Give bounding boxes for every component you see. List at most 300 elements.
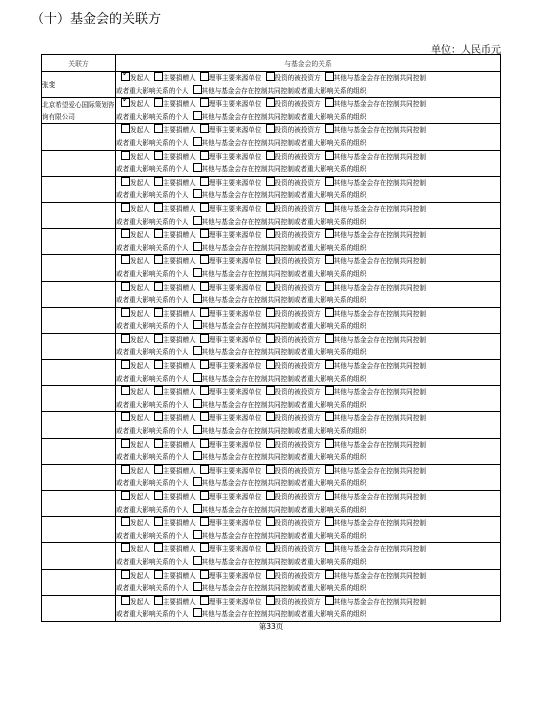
relationship-option-label: 投资的被投资方: [274, 440, 321, 449]
checkbox-icon[interactable]: [266, 98, 275, 107]
relationship-option[interactable]: [262, 465, 321, 478]
relationship-option-label: 其他与基金会存在控制共同控制: [333, 440, 426, 449]
relationship-option-label: 投资的被投资方: [274, 100, 321, 109]
relationship-option-label: 理事主要来源单位: [208, 362, 262, 371]
checkbox-icon[interactable]: [200, 491, 209, 500]
checkbox-icon[interactable]: [200, 517, 209, 526]
relationship-option[interactable]: [196, 570, 262, 583]
relationship-option[interactable]: [117, 334, 150, 347]
relationship-option[interactable]: [196, 334, 262, 347]
checkbox-icon[interactable]: [266, 255, 275, 264]
checkbox-icon[interactable]: [325, 72, 334, 81]
relationship-option[interactable]: [321, 334, 426, 347]
relationship-option[interactable]: [196, 543, 262, 556]
relationship-option[interactable]: [189, 451, 367, 464]
relationship-option[interactable]: [150, 282, 196, 295]
relationship-option-label: 主要捐赠人: [162, 74, 196, 82]
relationship-option[interactable]: [150, 72, 196, 85]
relationship-option[interactable]: [262, 439, 321, 452]
checkbox-icon[interactable]: [200, 570, 209, 579]
checkbox-icon[interactable]: [200, 334, 209, 343]
checkbox-icon[interactable]: [154, 439, 163, 448]
relationship-option[interactable]: [189, 346, 367, 359]
checkbox-icon[interactable]: [121, 255, 130, 264]
relationship-option[interactable]: [189, 399, 367, 412]
relationship-option[interactable]: [196, 465, 262, 478]
relationship-option[interactable]: [150, 491, 196, 504]
relationship-option[interactable]: [189, 556, 367, 569]
relationship-option[interactable]: [150, 151, 196, 164]
checkbox-icon[interactable]: [200, 98, 209, 107]
checkbox-icon[interactable]: [154, 360, 163, 369]
relationship-option[interactable]: [321, 543, 426, 556]
checkbox-icon[interactable]: [193, 530, 202, 539]
checkbox-icon[interactable]: [200, 255, 209, 264]
checkbox-icon[interactable]: [193, 242, 202, 251]
checkbox-icon[interactable]: [266, 282, 275, 291]
checkbox-icon[interactable]: [193, 399, 202, 408]
relationship-option-continued: 或者重大影响关系的个人: [116, 348, 189, 357]
relationship-option[interactable]: [262, 282, 321, 295]
relationship-option[interactable]: [262, 124, 321, 137]
relationship-option[interactable]: [262, 334, 321, 347]
relationship-option-label: 主要捐赠人: [162, 283, 196, 292]
table-row: [42, 307, 501, 333]
relationship-option-label: 发起人: [130, 545, 150, 554]
relationship-option[interactable]: [117, 570, 150, 583]
checkbox-icon[interactable]: [121, 308, 130, 317]
relationship-option[interactable]: [321, 124, 426, 137]
relationship-option[interactable]: [196, 282, 262, 295]
relationship-option[interactable]: [262, 360, 321, 373]
relationship-option[interactable]: [117, 596, 150, 609]
relationship-option[interactable]: [321, 491, 426, 504]
checkbox-icon[interactable]: [266, 596, 275, 605]
relationship-cell: [116, 176, 501, 202]
checkbox-icon[interactable]: [193, 451, 202, 460]
relationship-option-label: 主要捐赠人: [162, 414, 196, 423]
relationship-cell: [116, 386, 501, 412]
checkbox-icon[interactable]: [193, 137, 202, 146]
checkbox-icon[interactable]: [193, 320, 202, 329]
relationship-option[interactable]: [150, 570, 196, 583]
checkbox-icon[interactable]: [154, 98, 163, 107]
relationship-option[interactable]: [189, 608, 367, 621]
relationship-option[interactable]: [117, 255, 150, 268]
relationship-option[interactable]: [321, 439, 426, 452]
relationship-option[interactable]: [117, 177, 150, 190]
relationship-option-label: 主要捐赠人: [162, 466, 196, 475]
relationship-option[interactable]: [150, 543, 196, 556]
related-party-name: [42, 517, 116, 543]
checkbox-icon[interactable]: [121, 229, 130, 238]
checkbox-icon[interactable]: [200, 308, 209, 317]
relationship-option[interactable]: [150, 360, 196, 373]
relationship-cell: [116, 491, 501, 517]
relationship-cell: [116, 412, 501, 438]
checked-box-icon[interactable]: [121, 98, 130, 107]
checkbox-icon[interactable]: [121, 360, 130, 369]
relationship-option[interactable]: [150, 255, 196, 268]
checkbox-icon[interactable]: [154, 491, 163, 500]
relationship-option-label: 主要捐赠人: [162, 597, 196, 606]
related-party-name: [42, 595, 116, 621]
relationship-option[interactable]: [196, 203, 262, 216]
relationship-option[interactable]: [262, 151, 321, 164]
relationship-option[interactable]: [117, 308, 150, 321]
relationship-option-continued: 或者重大影响关系的个人: [116, 557, 189, 566]
checkbox-icon[interactable]: [200, 282, 209, 291]
checkbox-icon[interactable]: [325, 334, 334, 343]
checkbox-icon[interactable]: [193, 346, 202, 355]
relationship-option[interactable]: [262, 255, 321, 268]
relationship-option[interactable]: [321, 255, 426, 268]
relationship-option[interactable]: [150, 596, 196, 609]
checkbox-icon[interactable]: [193, 163, 202, 172]
checkbox-icon[interactable]: [266, 465, 275, 474]
relationship-option[interactable]: [189, 216, 367, 229]
checkbox-icon[interactable]: [154, 203, 163, 212]
checkbox-icon[interactable]: [193, 189, 202, 198]
relationship-option[interactable]: [150, 334, 196, 347]
checkbox-icon[interactable]: [121, 596, 130, 605]
relationship-option[interactable]: [117, 98, 150, 111]
checkbox-icon[interactable]: [193, 477, 202, 486]
relationship-option[interactable]: [321, 98, 426, 111]
relationship-option[interactable]: [321, 203, 426, 216]
relationship-option-label: 其他与基金会存在控制共同控制或者重大影响关系的组织: [201, 400, 367, 409]
relationship-option[interactable]: [150, 412, 196, 425]
relationship-option-label: 理事主要来源单位: [208, 597, 262, 606]
checkbox-icon[interactable]: [325, 229, 334, 238]
relationship-option-label: 发起人: [130, 178, 150, 187]
checkbox-icon[interactable]: [325, 360, 334, 369]
relationship-option[interactable]: [196, 386, 262, 399]
relationship-option[interactable]: [262, 308, 321, 321]
relationship-option[interactable]: [196, 151, 262, 164]
checkbox-icon[interactable]: [325, 98, 334, 107]
checkbox-icon[interactable]: [200, 412, 209, 421]
checkbox-icon[interactable]: [121, 203, 130, 212]
relationship-option[interactable]: [150, 203, 196, 216]
checkbox-icon[interactable]: [121, 282, 130, 291]
relationship-option-label: 主要捐赠人: [162, 571, 196, 580]
checkbox-icon[interactable]: [193, 268, 202, 277]
relationship-option[interactable]: [189, 582, 367, 595]
checkbox-icon[interactable]: [193, 425, 202, 434]
relationship-option[interactable]: [117, 203, 150, 216]
relationship-option[interactable]: [150, 177, 196, 190]
relationship-option[interactable]: [189, 111, 367, 124]
relationship-option[interactable]: [150, 465, 196, 478]
relationship-option[interactable]: [150, 124, 196, 137]
relationship-option[interactable]: [117, 282, 150, 295]
relationship-option[interactable]: [196, 72, 262, 85]
relationship-option[interactable]: [262, 229, 321, 242]
relationship-option[interactable]: [189, 425, 367, 438]
relationship-option[interactable]: [117, 465, 150, 478]
checkbox-icon[interactable]: [154, 151, 163, 160]
checkbox-icon[interactable]: [121, 334, 130, 343]
relationship-option[interactable]: [321, 177, 426, 190]
relationship-option[interactable]: [321, 517, 426, 530]
relationship-option-label: 其他与基金会存在控制共同控制: [333, 100, 426, 109]
relationship-option[interactable]: [262, 98, 321, 111]
checkbox-icon[interactable]: [266, 151, 275, 160]
checkbox-icon[interactable]: [325, 543, 334, 552]
relationship-option[interactable]: [189, 137, 367, 150]
relationship-option[interactable]: [117, 229, 150, 242]
checkbox-icon[interactable]: [121, 517, 130, 526]
relationship-option-label: 其他与基金会存在控制共同控制: [333, 571, 426, 580]
relationship-option[interactable]: [196, 517, 262, 530]
relationship-option-label: 主要捐赠人: [162, 388, 196, 397]
checkbox-icon[interactable]: [121, 543, 130, 552]
checkbox-icon[interactable]: [121, 570, 130, 579]
checkbox-icon[interactable]: [266, 124, 275, 133]
relationship-option[interactable]: [321, 151, 426, 164]
relationship-option[interactable]: [321, 360, 426, 373]
checkbox-icon[interactable]: [154, 412, 163, 421]
checkbox-icon[interactable]: [154, 570, 163, 579]
relationship-option[interactable]: [196, 439, 262, 452]
relationship-option[interactable]: [150, 517, 196, 530]
relationship-option-label: 其他与基金会存在控制共同控制或者重大影响关系的组织: [201, 557, 367, 566]
checkbox-icon[interactable]: [154, 72, 163, 81]
relationship-option-label: 理事主要来源单位: [208, 519, 262, 528]
relationship-option[interactable]: [117, 151, 150, 164]
checkbox-icon[interactable]: [200, 543, 209, 552]
checkbox-icon[interactable]: [266, 334, 275, 343]
relationship-option[interactable]: [196, 360, 262, 373]
checkbox-icon[interactable]: [200, 124, 209, 133]
checkbox-icon[interactable]: [200, 360, 209, 369]
checkbox-icon[interactable]: [121, 177, 130, 186]
checkbox-icon[interactable]: [266, 412, 275, 421]
relationship-option[interactable]: [189, 504, 367, 517]
relationship-option[interactable]: [321, 386, 426, 399]
relationship-option[interactable]: [117, 72, 150, 85]
checkbox-icon[interactable]: [325, 124, 334, 133]
relationship-option[interactable]: [189, 189, 367, 202]
checkbox-icon[interactable]: [325, 203, 334, 212]
relationship-option[interactable]: [117, 412, 150, 425]
relationship-option[interactable]: [196, 491, 262, 504]
relationship-option[interactable]: [262, 72, 321, 85]
checkbox-icon[interactable]: [266, 308, 275, 317]
relationship-option-label: 投资的被投资方: [274, 597, 321, 606]
checkbox-icon[interactable]: [325, 177, 334, 186]
checkbox-icon[interactable]: [266, 386, 275, 395]
relationship-option-continued: 或者重大影响关系的个人: [116, 322, 189, 331]
table-row: [42, 412, 501, 438]
relationship-option[interactable]: [189, 242, 367, 255]
checked-box-icon[interactable]: [121, 72, 130, 81]
checkbox-icon[interactable]: [266, 177, 275, 186]
checkbox-icon[interactable]: [200, 72, 209, 81]
checkbox-icon[interactable]: [325, 386, 334, 395]
relationship-option[interactable]: [262, 177, 321, 190]
relationship-option-label: 其他与基金会存在控制共同控制: [333, 126, 426, 135]
relationship-option[interactable]: [117, 491, 150, 504]
relationship-option[interactable]: [262, 596, 321, 609]
relationship-option[interactable]: [321, 72, 426, 85]
relationship-option[interactable]: [321, 465, 426, 478]
checkbox-icon[interactable]: [121, 124, 130, 133]
checkbox-icon[interactable]: [121, 439, 130, 448]
checkbox-icon[interactable]: [325, 465, 334, 474]
checkbox-icon[interactable]: [200, 439, 209, 448]
relationship-option[interactable]: [150, 229, 196, 242]
checkbox-icon[interactable]: [266, 72, 275, 81]
relationship-option[interactable]: [262, 517, 321, 530]
relationship-option[interactable]: [189, 85, 367, 98]
relationship-option[interactable]: [196, 229, 262, 242]
relationship-option[interactable]: [189, 530, 367, 543]
checkbox-icon[interactable]: [325, 255, 334, 264]
checkbox-icon[interactable]: [154, 124, 163, 133]
relationship-option[interactable]: [196, 124, 262, 137]
relationship-option[interactable]: [189, 163, 367, 176]
relationship-option[interactable]: [262, 412, 321, 425]
checkbox-icon[interactable]: [200, 177, 209, 186]
checkbox-icon[interactable]: [154, 229, 163, 238]
checkbox-icon[interactable]: [266, 543, 275, 552]
relationship-option[interactable]: [189, 320, 367, 333]
checkbox-icon[interactable]: [266, 517, 275, 526]
checkbox-icon[interactable]: [200, 386, 209, 395]
checkbox-icon[interactable]: [193, 294, 202, 303]
relationship-option[interactable]: [196, 412, 262, 425]
relationship-option[interactable]: [150, 98, 196, 111]
relationship-option-label: 理事主要来源单位: [208, 74, 262, 82]
checkbox-icon[interactable]: [200, 151, 209, 160]
relationship-option[interactable]: [196, 255, 262, 268]
checkbox-icon[interactable]: [325, 151, 334, 160]
relationship-option[interactable]: [196, 98, 262, 111]
relationship-option[interactable]: [150, 386, 196, 399]
relationship-option[interactable]: [117, 386, 150, 399]
relationship-cell: [116, 307, 501, 333]
relationship-option[interactable]: [117, 439, 150, 452]
relationship-option[interactable]: [262, 386, 321, 399]
checkbox-icon[interactable]: [193, 556, 202, 565]
relationship-option[interactable]: [262, 570, 321, 583]
checkbox-icon[interactable]: [266, 229, 275, 238]
relationship-option-label: 其他与基金会存在控制共同控制或者重大影响关系的组织: [201, 269, 367, 278]
relationship-option[interactable]: [321, 308, 426, 321]
relationship-option-label: 其他与基金会存在控制共同控制: [333, 178, 426, 187]
checkbox-icon[interactable]: [121, 386, 130, 395]
relationship-option[interactable]: [262, 543, 321, 556]
relationship-option[interactable]: [117, 124, 150, 137]
relationship-option[interactable]: [321, 229, 426, 242]
relationship-option[interactable]: [321, 282, 426, 295]
checkbox-icon[interactable]: [266, 570, 275, 579]
relationship-option[interactable]: [321, 412, 426, 425]
relationship-option[interactable]: [189, 477, 367, 490]
checkbox-icon[interactable]: [325, 491, 334, 500]
checkbox-icon[interactable]: [193, 111, 202, 120]
checkbox-icon[interactable]: [154, 543, 163, 552]
relationship-option-label: 其他与基金会存在控制共同控制: [333, 335, 426, 344]
checkbox-icon[interactable]: [154, 386, 163, 395]
relationship-option[interactable]: [262, 203, 321, 216]
checkbox-icon[interactable]: [325, 412, 334, 421]
relationship-option-label: 其他与基金会存在控制共同控制: [333, 466, 426, 475]
checkbox-icon[interactable]: [154, 255, 163, 264]
checkbox-icon[interactable]: [266, 439, 275, 448]
relationship-option-label: 理事主要来源单位: [208, 440, 262, 449]
relationship-option[interactable]: [117, 543, 150, 556]
relationship-option[interactable]: [189, 268, 367, 281]
relationship-option[interactable]: [321, 570, 426, 583]
relationship-option[interactable]: [189, 373, 367, 386]
relationship-option[interactable]: [150, 439, 196, 452]
checkbox-icon[interactable]: [325, 570, 334, 579]
checkbox-icon[interactable]: [325, 439, 334, 448]
checkbox-icon[interactable]: [325, 517, 334, 526]
relationship-option[interactable]: [117, 517, 150, 530]
relationship-option-label: 其他与基金会存在控制共同控制: [333, 152, 426, 161]
checkbox-icon[interactable]: [200, 465, 209, 474]
relationship-option[interactable]: [262, 491, 321, 504]
relationship-option-label: 其他与基金会存在控制共同控制: [333, 309, 426, 318]
relationship-option-continued: 或者重大影响关系的个人: [116, 269, 189, 278]
checkbox-icon[interactable]: [325, 282, 334, 291]
checkbox-icon[interactable]: [154, 465, 163, 474]
checkbox-icon[interactable]: [200, 203, 209, 212]
relationship-option[interactable]: [117, 360, 150, 373]
relationship-option[interactable]: [196, 596, 262, 609]
checkbox-icon[interactable]: [200, 596, 209, 605]
relationship-option-label: 发起人: [130, 283, 150, 292]
checkbox-icon[interactable]: [325, 596, 334, 605]
checkbox-icon[interactable]: [154, 177, 163, 186]
checkbox-icon[interactable]: [193, 85, 202, 94]
checkbox-icon[interactable]: [325, 308, 334, 317]
checkbox-icon[interactable]: [266, 360, 275, 369]
relationship-option-label: 投资的被投资方: [274, 283, 321, 292]
checkbox-icon[interactable]: [154, 517, 163, 526]
checkbox-icon[interactable]: [121, 465, 130, 474]
related-party-name: [42, 150, 116, 176]
relationship-option[interactable]: [196, 308, 262, 321]
checkbox-icon[interactable]: [121, 412, 130, 421]
relationship-option[interactable]: [321, 596, 426, 609]
checkbox-icon[interactable]: [154, 334, 163, 343]
checkbox-icon[interactable]: [193, 582, 202, 591]
relationship-option-label: 理事主要来源单位: [208, 571, 262, 580]
checkbox-icon[interactable]: [121, 491, 130, 500]
relationship-option-label: 主要捐赠人: [162, 362, 196, 371]
relationship-option[interactable]: [196, 177, 262, 190]
relationship-option[interactable]: [150, 308, 196, 321]
checkbox-icon[interactable]: [193, 216, 202, 225]
checkbox-icon[interactable]: [193, 373, 202, 382]
relationship-option[interactable]: [189, 294, 367, 307]
checkbox-icon[interactable]: [266, 203, 275, 212]
checkbox-icon[interactable]: [200, 229, 209, 238]
checkbox-icon[interactable]: [154, 596, 163, 605]
checkbox-icon[interactable]: [193, 504, 202, 513]
relationship-cell: [116, 595, 501, 621]
checkbox-icon[interactable]: [154, 282, 163, 291]
checkbox-icon[interactable]: [154, 308, 163, 317]
checkbox-icon[interactable]: [193, 608, 202, 617]
checkbox-icon[interactable]: [266, 491, 275, 500]
checkbox-icon[interactable]: [121, 151, 130, 160]
